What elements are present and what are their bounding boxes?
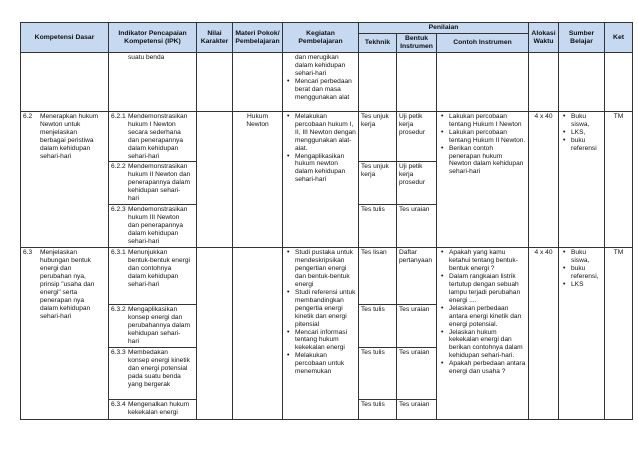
kegiatan-item: • Melakukan percobaan untuk menemukan — [285, 352, 356, 376]
cell-empty — [605, 53, 633, 112]
contoh-item: • Lakukan percobaan tentang Hukum I Newton — [439, 113, 526, 129]
cell-bentuk: Uji petik kerja prosedur — [397, 112, 437, 162]
kegiatan-item: • Mencari informasi tentang hukum kekekalan energi — [285, 329, 356, 353]
header-kegiatan: Kegiatan Pembelajaran — [283, 23, 359, 53]
cell-bentuk: Tes uraian — [397, 400, 437, 420]
table-header — [21, 23, 633, 53]
header-alokasi: Alokasi Waktu — [529, 23, 559, 53]
kegiatan-item: • Studi pustaka untuk mendeskripsikan pengertian energi dan bentuk-bentuk energi — [285, 249, 356, 289]
cell-ipk-6-3-1 — [109, 248, 197, 305]
cell-bentuk: Tes uraian — [397, 348, 437, 400]
header-materi: Materi Pokok/ Pembelajaran — [233, 23, 283, 53]
header-ipk: Indikator Pencapaian Kompetensi (IPK) — [109, 23, 197, 53]
cell-sumber-6-3 — [559, 248, 605, 420]
kd-number: 6.3 — [23, 249, 33, 257]
syllabus-table — [20, 22, 633, 420]
kegiatan-item: • Studi referensi untuk membandingkan pengertia energi kinetik dan energi pitensial — [285, 289, 356, 329]
cell-empty — [359, 53, 397, 112]
ipk-number: 6.2.2 — [111, 163, 126, 171]
cell-contoh-6-2 — [437, 112, 529, 248]
ipk-text: Mendemonstrasikan hukum III Newton dan penerapannya dalam kehidupan sehari-hari — [128, 206, 188, 246]
kegiatan-item: • Mengaplikasikan hukum newton dalam kehidupan sehari-hari — [285, 153, 356, 185]
contoh-item: • Berikan contoh penerapan hukum Newton dalam kehidupan sehari-hari — [439, 145, 526, 177]
cell-ipk-continued — [109, 53, 197, 112]
cell-teknik: Tes tulis — [359, 305, 397, 348]
kd-number: 6.2 — [23, 113, 33, 120]
kd-text: Menjelaskan hubungan bentuk energi dan perubahan nya, prinsip "usaha dan energi" serta penerapan nya dalam kehidupan sehari-hari — [40, 249, 95, 320]
header-contoh: Contoh Instrumen — [437, 34, 529, 53]
sumber-item: • LKS, — [561, 129, 602, 137]
cell-ipk-6-3-3 — [109, 348, 197, 400]
cell-ket-6-2: TM — [605, 112, 633, 248]
cell-contoh-6-3 — [437, 248, 529, 420]
sumber-item: • buku referensi — [561, 137, 602, 153]
sumber-item: • Buku siswa, — [561, 113, 602, 129]
cell-teknik: Tes tulis — [359, 400, 397, 420]
sumber-item: • LKS — [561, 281, 602, 289]
cell-teknik: Tes unjuk kerja — [359, 162, 397, 205]
cell-kd-6-2 — [21, 112, 109, 248]
ipk-text: Menunjukkan bentuk-bentuk energi dan contohnya dalam kehidupan sehari-hari — [128, 249, 190, 289]
cell-ipk-6-2-1 — [109, 112, 197, 162]
header-kompetensi-dasar: Kompetensi Dasar — [21, 23, 109, 53]
cell-alokasi-6-3: 4 x 40 — [529, 248, 559, 420]
table-row-continuation — [21, 53, 633, 112]
ipk-text: Mengenalkan hukum kekekalan energi — [128, 401, 190, 417]
header-teknik: Tekhnik — [359, 34, 397, 53]
cell-nilai-6-3 — [197, 248, 233, 420]
kegiatan-item: • Melakukan percobaan hukum I, II, III Newton dengan menggunakan alat-alat. — [285, 113, 356, 153]
cell-empty — [197, 53, 233, 112]
cell-teknik: Tes lisan — [359, 248, 397, 305]
cell-bentuk: Uji petik kerja prosedur — [397, 162, 437, 205]
cell-ipk-6-2-2 — [109, 162, 197, 205]
sumber-item: • buku referensi, — [561, 265, 602, 281]
cell-teknik: Tes tulis — [359, 205, 397, 248]
cell-kegiatan-continued — [283, 53, 359, 112]
contoh-item: • Lakukan percobaan tentang Hukum II Newton. — [439, 129, 526, 145]
ipk-number: 6.2.1 — [111, 113, 126, 120]
kd-text: Menerapkan hukum Newton untuk menjelaskan berbagai peristiwa dalam kehidupan sehari-hari — [40, 113, 99, 160]
contoh-item: • Dalam rangkaian listrik tertutup dengan sebuah lampu terjadi perubahan energi .... — [439, 273, 526, 305]
kegiatan-continued-bullet: • Mencari perbedaan berat dan masa menggunakan alat — [285, 78, 356, 102]
cell-kegiatan-6-3 — [283, 248, 359, 420]
ipk-text: Mengaplikasikan konsep energi dan perubahannya dalam kehidupan sehari-hari — [128, 306, 190, 346]
sumber-item: • Buku siswa, — [561, 249, 602, 265]
syllabus-table-wrapper — [20, 22, 632, 420]
ipk-text: Mendemonstrasikan hukum I Newton secara sederhana dan penerapannya dalam kehidupan sehari-hari — [128, 113, 188, 160]
ipk-number: 6.3.3 — [111, 349, 126, 357]
cell-materi-6-3 — [233, 248, 283, 420]
cell-kegiatan-6-2 — [283, 112, 359, 248]
cell-ipk-6-3-4 — [109, 400, 197, 420]
cell-ipk-6-3-2 — [109, 305, 197, 348]
cell-empty — [529, 53, 559, 112]
cell-ipk-6-2-3 — [109, 205, 197, 248]
cell-empty — [397, 53, 437, 112]
contoh-item: • Jelaskan perbedaan antara energi kinetik dan energi potensial. — [439, 305, 526, 329]
contoh-item: • Apakah yang kamu ketahui tentang bentuk-bentuk energi ? — [439, 249, 526, 273]
cell-bentuk: Tes uraian — [397, 205, 437, 248]
ipk-number: 6.2.3 — [111, 206, 126, 214]
ipk-text: Mendemonstrasikan hukum II Newton dan penerapannya dalam kehidupan sehari-hari — [128, 163, 191, 203]
cell-empty — [233, 53, 283, 112]
cell-ket-6-3: TM — [605, 248, 633, 420]
header-sumber: Sumber Belajar — [559, 23, 605, 53]
cell-teknik: Tes tulis — [359, 348, 397, 400]
ipk-text: Membedakan konsep energi kinetik dan energi potensial pada suatu benda yang bergerak — [128, 349, 190, 389]
cell-empty — [437, 53, 529, 112]
cell-teknik: Tes unjuk kerja — [359, 112, 397, 162]
cell-bentuk: Daftar pertanyaan — [397, 248, 437, 305]
kegiatan-continued-text: dan merugikan dalam kehidupan sehari-hari — [295, 54, 346, 77]
contoh-item: • Jelaskan hukum kekekalan energi dan berikan contohnya dalam kehidupan sehari-hari. — [439, 329, 526, 361]
header-penilaian: Penilaian — [359, 23, 529, 34]
table-row-6-3-a — [21, 248, 633, 305]
cell-nilai-6-2 — [197, 112, 233, 248]
header-bentuk: Bentuk Instrumen — [397, 34, 437, 53]
ipk-number: 6.3.1 — [111, 249, 126, 257]
cell-materi-6-2: Hukum Newton — [233, 112, 283, 248]
cell-alokasi-6-2: 4 x 40 — [529, 112, 559, 248]
cell-empty — [559, 53, 605, 112]
cell-kd-6-3 — [21, 248, 109, 420]
cell-empty — [21, 53, 109, 112]
table-row-6-2-a — [21, 112, 633, 162]
ipk-number: 6.3.2 — [111, 306, 126, 314]
contoh-item: • Apakah perbedaan antara energi dan usaha ? — [439, 360, 526, 376]
cell-sumber-6-2 — [559, 112, 605, 248]
ipk-number: 6.3.4 — [111, 401, 126, 409]
ipk-continued-text: suatu benda — [128, 54, 165, 61]
header-ket: Ket — [605, 23, 633, 53]
cell-bentuk: Tes uraian — [397, 305, 437, 348]
header-nilai-karakter: Nilai Karakter — [197, 23, 233, 53]
